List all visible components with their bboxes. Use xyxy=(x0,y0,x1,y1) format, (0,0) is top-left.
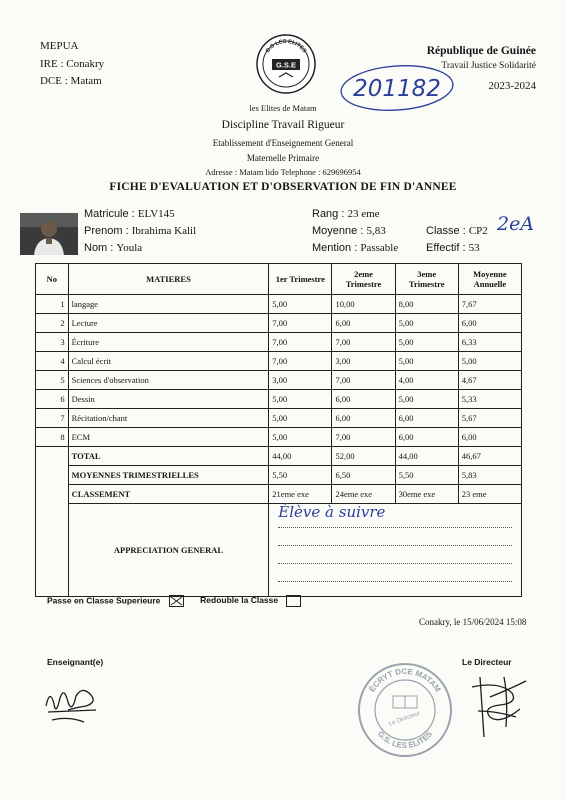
table-row xyxy=(36,314,522,333)
trimester-1-grade: 7,00 xyxy=(269,314,332,333)
rang-value: 23 eme xyxy=(347,208,380,220)
trimester-2-grade: 7,00 xyxy=(332,333,395,352)
republic-name: République de Guinée xyxy=(426,45,536,57)
classement-row xyxy=(36,485,522,504)
passe-label: Passe en Classe Superieure xyxy=(47,595,161,606)
classement-label: CLASSEMENT xyxy=(68,485,269,504)
appreciation-content xyxy=(269,504,522,597)
subject-cell: Calcul écrit xyxy=(68,352,269,371)
mention-row xyxy=(312,242,398,254)
classe-label: Classe : xyxy=(426,225,466,237)
effectif-row xyxy=(426,242,480,254)
header-no: No xyxy=(36,264,69,295)
moyenne-label: Moyenne : xyxy=(312,225,364,237)
passe-checkbox[interactable] xyxy=(169,595,184,607)
nom-row xyxy=(84,242,142,254)
prenom-value: Ibrahima Kalil xyxy=(131,225,197,237)
trimester-2-grade: 6,00 xyxy=(332,314,395,333)
header-t3: 3eme Trimestre xyxy=(395,264,458,295)
moyennes-t1: 5,50 xyxy=(269,466,332,485)
header-moyenne: Moyenne Annuelle xyxy=(458,264,521,295)
trimester-1-grade: 3,00 xyxy=(269,371,332,390)
ire-line: IRE : Conakry xyxy=(40,57,105,70)
moyennes-row xyxy=(36,466,522,485)
appreciation-line-4 xyxy=(278,564,512,582)
moyennes-label: MOYENNES TRIMESTRIELLES xyxy=(68,466,269,485)
classement-t1: 21eme exe xyxy=(269,485,332,504)
rang-label: Rang : xyxy=(312,208,345,220)
total-t1: 44,00 xyxy=(269,447,332,466)
trimester-1-grade: 7,00 xyxy=(269,333,332,352)
table-row xyxy=(36,390,522,409)
subject-cell: Lecture xyxy=(68,314,269,333)
matricule-row xyxy=(84,208,175,220)
stamp-top-text: ÉCRYT DCE MATAM xyxy=(367,666,443,694)
redouble-label: Redouble la Classe xyxy=(200,595,279,606)
annual-average: 4,67 xyxy=(458,371,521,390)
header-t2: 2eme Trimestre xyxy=(332,264,395,295)
document-title: FICHE D'EVALUATION ET D'OBSERVATION DE FIN D'ANNEE xyxy=(109,181,457,193)
annual-average: 5,67 xyxy=(458,409,521,428)
trimester-3-grade: 5,00 xyxy=(395,314,458,333)
total-avg: 46,67 xyxy=(458,447,521,466)
trimester-3-grade: 4,00 xyxy=(395,371,458,390)
subject-cell: ECM xyxy=(68,428,269,447)
stamp-middle-text: Le Directeur xyxy=(388,710,422,728)
trimester-3-grade: 5,00 xyxy=(395,390,458,409)
annual-average: 6,00 xyxy=(458,428,521,447)
trimester-1-grade: 7,00 xyxy=(269,352,332,371)
stamp-bottom-text: G.S. LES ÉLITES xyxy=(375,729,435,751)
subject-cell: Écriture xyxy=(68,333,269,352)
annual-average: 6,00 xyxy=(458,314,521,333)
table-row xyxy=(36,295,522,314)
header-t1: 1er Trimestre xyxy=(269,264,332,295)
table-row xyxy=(36,428,522,447)
school-level: Maternelle Primaire xyxy=(246,153,320,163)
prenom-row xyxy=(84,225,196,237)
moyennes-t2: 6,50 xyxy=(332,466,395,485)
trimester-3-grade: 8,00 xyxy=(395,295,458,314)
classement-avg: 23 eme xyxy=(458,485,521,504)
row-number: 6 xyxy=(36,390,69,409)
trimester-2-grade: 10,00 xyxy=(332,295,395,314)
nom-label: Nom : xyxy=(84,242,114,254)
classement-t2: 24eme exe xyxy=(332,485,395,504)
logo-center-text: G.S.E xyxy=(275,60,297,70)
trimester-1-grade: 5,00 xyxy=(269,390,332,409)
student-photo xyxy=(20,213,78,255)
matricule-label: Matricule : xyxy=(84,208,135,220)
rang-row xyxy=(312,208,380,220)
annual-average: 6,33 xyxy=(458,333,521,352)
total-t2: 52,00 xyxy=(332,447,395,466)
moyennes-t3: 5,50 xyxy=(395,466,458,485)
appreciation-line-2 xyxy=(278,528,512,546)
trimester-1-grade: 5,00 xyxy=(269,409,332,428)
row-number: 3 xyxy=(36,333,69,352)
dce-line: DCE : Matam xyxy=(40,75,102,87)
header-matieres: MATIERES xyxy=(68,264,269,295)
school-logo xyxy=(255,33,317,95)
row-number: 1 xyxy=(36,295,69,314)
prenom-label: Prenom : xyxy=(84,225,129,237)
appreciation-label: APPRECIATION GENERAL xyxy=(68,504,269,597)
total-label: TOTAL xyxy=(68,447,269,466)
school-type: Etablissement d'Enseignement General xyxy=(212,138,354,148)
empty-no-cell xyxy=(36,447,69,597)
classement-t3: 30eme exe xyxy=(395,485,458,504)
subject-cell: Récitation/chant xyxy=(68,409,269,428)
moyenne-row xyxy=(312,225,386,237)
school-address: Adresse : Matam lido Telephone : 629696954 xyxy=(205,167,361,177)
nom-value: Youla xyxy=(116,242,143,254)
trimester-2-grade: 3,00 xyxy=(332,352,395,371)
total-row xyxy=(36,447,522,466)
school-stamp xyxy=(355,660,455,760)
subject-cell: langage xyxy=(68,295,269,314)
effectif-value: 53 xyxy=(468,242,480,254)
ministry-line: MEPUA xyxy=(40,40,79,52)
school-year: 2023-2024 xyxy=(488,80,536,92)
appreciation-line-3 xyxy=(278,546,512,564)
table-row xyxy=(36,409,522,428)
subject-cell: Sciences d'observation xyxy=(68,371,269,390)
logo-top-text: G.S LES ELITES xyxy=(264,38,308,55)
decision-options xyxy=(47,595,301,607)
checkmark-icon xyxy=(170,596,183,606)
trimester-3-grade: 6,00 xyxy=(395,428,458,447)
handwritten-class: 2eA xyxy=(497,213,535,235)
table-row xyxy=(36,371,522,390)
trimester-1-grade: 5,00 xyxy=(269,428,332,447)
date-line: Conakry, le 15/06/2024 15:08 xyxy=(419,617,527,627)
ministry-header xyxy=(40,38,104,91)
school-slogan: Discipline Travail Rigueur xyxy=(221,119,345,131)
trimester-3-grade: 6,00 xyxy=(395,409,458,428)
trimester-3-grade: 5,00 xyxy=(395,333,458,352)
republic-motto: Travail Justice Solidarité xyxy=(441,61,536,71)
appreciation-handwriting: Élève à suivre xyxy=(278,503,386,521)
teacher-signature xyxy=(38,676,108,731)
subject-cell: Dessin xyxy=(68,390,269,409)
row-number: 2 xyxy=(36,314,69,333)
trimester-2-grade: 6,00 xyxy=(332,390,395,409)
trimester-2-grade: 6,00 xyxy=(332,409,395,428)
mention-label: Mention : xyxy=(312,242,358,254)
directeur-label: Le Directeur xyxy=(462,657,512,667)
table-header-row xyxy=(36,264,522,295)
table-row xyxy=(36,333,522,352)
row-number: 4 xyxy=(36,352,69,371)
row-number: 7 xyxy=(36,409,69,428)
annual-average: 5,00 xyxy=(458,352,521,371)
classe-value: CP2 xyxy=(468,225,488,237)
trimester-2-grade: 7,00 xyxy=(332,428,395,447)
grades-table xyxy=(35,263,522,597)
moyennes-avg: 5,83 xyxy=(458,466,521,485)
mention-value: Passable xyxy=(360,242,399,254)
trimester-3-grade: 5,00 xyxy=(395,352,458,371)
total-t3: 44,00 xyxy=(395,447,458,466)
row-number: 8 xyxy=(36,428,69,447)
trimester-1-grade: 5,00 xyxy=(269,295,332,314)
classe-row xyxy=(426,225,488,237)
trimester-2-grade: 7,00 xyxy=(332,371,395,390)
appreciation-line-1 xyxy=(278,503,512,528)
redouble-checkbox[interactable] xyxy=(286,595,301,607)
row-number: 5 xyxy=(36,371,69,390)
school-name: les Elites de Matam xyxy=(249,103,317,113)
table-row xyxy=(36,352,522,371)
effectif-label: Effectif : xyxy=(426,242,466,254)
appreciation-row xyxy=(36,504,522,597)
annual-average: 5,33 xyxy=(458,390,521,409)
annual-average: 7,67 xyxy=(458,295,521,314)
director-signature xyxy=(460,667,535,742)
matricule-value: ELV145 xyxy=(137,208,175,220)
enseignant-label: Enseignant(e) xyxy=(47,657,104,667)
moyenne-value: 5,83 xyxy=(366,225,386,237)
handwritten-number: 201182 xyxy=(353,76,441,102)
